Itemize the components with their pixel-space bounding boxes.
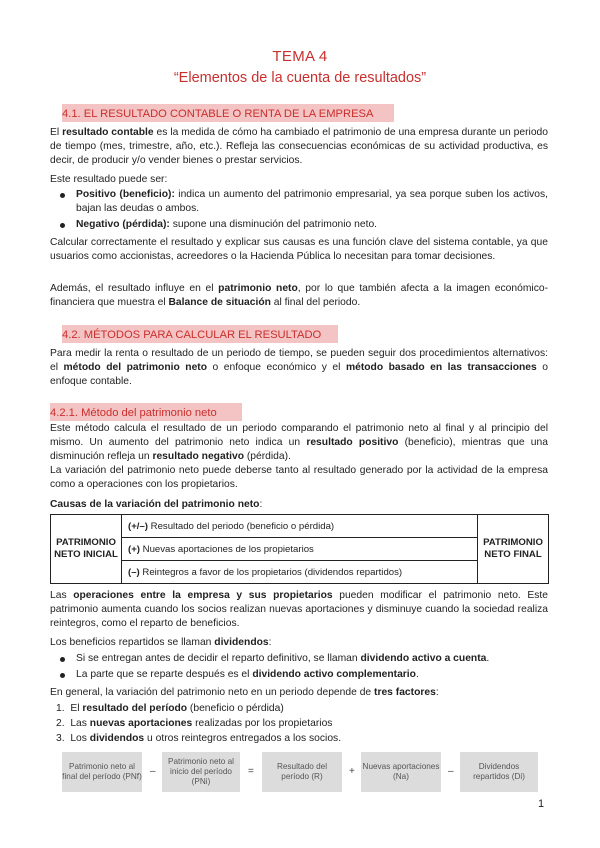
section-4-2-heading-band (62, 325, 338, 343)
formula-plus: + (349, 766, 355, 777)
patrimony-variation-table (50, 514, 549, 584)
formula-minus-2: – (448, 766, 454, 777)
bullet-dot (60, 193, 65, 198)
chapter-title: TEMA 4 (272, 48, 328, 65)
table-row-2: (+) Nuevas aportaciones de los propietarios (122, 538, 478, 561)
formula-box-pni: Patrimonio neto al inicio del período (PNi) (162, 752, 240, 792)
section-4-1-heading: 4.1. EL RESULTADO CONTABLE O RENTA DE LA EMPRESA (62, 108, 374, 120)
bullet-dot (60, 223, 65, 228)
table-row-3: (–) Reintegros a favor de los propietarios (dividendos repartidos) (122, 561, 478, 584)
section-4-2-1-heading-band (50, 403, 242, 421)
factor-item-3: 3. Los dividendos u otros reintegros entregados a los socios. (56, 733, 342, 744)
page-number: 1 (538, 798, 545, 810)
formula-box-pnf: Patrimonio neto al final del período (PNf) (62, 752, 142, 792)
formula-box-aportaciones: Nuevas aportaciones (Na) (361, 752, 441, 792)
formula-box-dividendos: Dividendos repartidos (Di) (460, 752, 538, 792)
section-4-2-heading: 4.2. MÉTODOS PARA CALCULAR EL RESULTADO (62, 329, 322, 341)
factor-item-2: 2. Las nuevas aportaciones realizadas por los propietarios (56, 718, 333, 729)
table-left-cell: PATRIMONIO NETO INICIAL (51, 515, 122, 584)
document-page: TEMA 4 “Elementos de la cuenta de resultados” 4.1. EL RESULTADO CONTABLE O RENTA DE LA EMPRESA El resultado contable es la medida de cómo ha cambiado el patrimonio de una empresa durante un periodo de tiempo (mes, trimestre, año, etc.). Refleja las consecuencias económicas de su actividad productiva, es decir, de producir y/o vender bienes o prestar servicios. Este resultado puede ser: Positivo (beneficio): indica un aumento del patrimonio empresarial, ya sea porque suben los activos, bajan las deudas o ambos. Negativo (pérdida): supone una disminución del patrimonio neto. Calcular correctamente el resultado y explicar sus causas es una función clave del sistema contable, ya que usuarios como accionistas, acreedores o la Hacienda Pública lo necesitan para tomar decisiones. Además, el resultado influye en el patrimonio neto, por lo que también afecta a la imagen económico-financiera que muestra el Balance de situación al final del periodo. 4.2. MÉTODOS PARA CALCULAR EL RESULTADO Para medir la renta o resultado de un periodo de tiempo, se pueden seguir dos procedimientos alternativos: el método del patrimonio neto o enfoque económico y el método basado en las transacciones o enfoque contable. 4.2.1. Método del patrimonio neto Este método calcula el resultado de un periodo comparando el patrimonio neto al final y al principio del mismo. Un aumento del patrimonio neto indica un resultado positivo (beneficio), mientras que una disminución refleja un resultado negativo (pérdida). La variación del patrimonio neto puede deberse tanto al resultado generado por la actividad de la empresa como a operaciones con los propietarios. Causas de la variación del patrimonio neto: PATRIMONIO NETO INICIAL (+/–) Resultado del periodo (beneficio o pérdida) PATRIMONIO NETO FINAL (+) Nuevas aportaciones de los propietarios (–) Reintegros a favor de los propietarios (dividendos repartidos) Las operaciones entre la empresa y sus propietarios pueden modificar el patrimonio neto. Este patrimonio aumenta cuando los socios realizan nuevas aportaciones y disminuye cuando la sociedad realiza reintegros, como el reparto de beneficios. Los beneficios repartidos se llaman dividendos: Si se entregan antes de decidir el reparto definitivo, se llaman dividendo activo a cuenta. La parte que se reparte después es el dividendo activo complementario. En general, la variación del patrimonio neto en un periodo depende de tres factores: 1. El resultado del período (beneficio o pérdida) 2. Las nuevas aportaciones realizadas por los propietarios 3. Los dividendos u otros reintegros entregados a los socios. Patrimonio neto al final del período (PNf) – Patrimonio neto al inicio del período (PNi) = Resultado del período (R) + Nuevas aportaciones (Na) – Dividendos repartidos (Di) 1 (0, 0, 600, 848)
factor-item-1: 1. El resultado del período (beneficio o pérdida) (56, 703, 284, 714)
section-4-1-heading-band (62, 104, 394, 122)
s41-paragraph-3: Calcular correctamente el resultado y explicar sus causas es una función clave del sistema contable, ya que usuarios como accionistas, acreedores o la Hacienda Pública lo necesitan para tomar decisiones. (50, 237, 548, 263)
formula-minus-1: – (150, 766, 156, 777)
s41-paragraph-4: Además, el resultado influye en el patrimonio neto, por lo que también afecta a la imagen económico-financiera que muestra el Balance de situación al final del periodo. (50, 283, 549, 309)
s421-paragraph-4: Los beneficios repartidos se llaman dividendos: (50, 637, 272, 648)
table-row-1: (+/–) Resultado del periodo (beneficio o pérdida) (122, 515, 478, 538)
formula-box-resultado: Resultado del período (R) (262, 752, 342, 792)
s421-paragraph-3: Las operaciones entre la empresa y sus propietarios pueden modificar el patrimonio neto. Este patrimonio aumenta cuando los socios realizan nuevas aportaciones y disminuye cuando la sociedad realiza reintegros, como el reparto de beneficios. (50, 590, 548, 630)
bullet-dot (60, 673, 65, 678)
s41-paragraph-1: El resultado contable es la medida de cómo ha cambiado el patrimonio de una empresa durante un periodo de tiempo (mes, trimestre, año, etc.). Refleja las consecuencias económicas de su actividad productiva, es decir, de producir y/o vender bienes o prestar servicios. (50, 127, 548, 167)
s421-paragraph-1: Este método calcula el resultado de un periodo comparando el patrimonio neto al final y al principio del mismo. Un aumento del patrimonio neto indica un resultado positivo (beneficio), mientras que una disminución refleja un resultado negativo (pérdida). (50, 423, 548, 463)
s421-paragraph-2: La variación del patrimonio neto puede deberse tanto al resultado generado por la actividad de la empresa como a operaciones con los propietarios. (50, 465, 548, 491)
s41-paragraph-2: Este resultado puede ser: (50, 174, 168, 185)
bullet-dot (60, 657, 65, 662)
table-caption: Causas de la variación del patrimonio neto: (50, 499, 263, 510)
chapter-subtitle: “Elementos de la cuenta de resultados” (173, 70, 427, 86)
section-4-2-1-heading: 4.2.1. Método del patrimonio neto (50, 407, 217, 419)
s42-paragraph-1: Para medir la renta o resultado de un periodo de tiempo, se pueden seguir dos procedimientos alternativos: el método del patrimonio neto o enfoque económico y el método basado en las transacciones o enfoque contable. (50, 348, 548, 388)
table-right-cell: PATRIMONIO NETO FINAL (478, 515, 549, 584)
s421-paragraph-5: En general, la variación del patrimonio neto en un periodo depende de tres factores: (50, 687, 439, 698)
formula-equals: = (248, 766, 254, 777)
